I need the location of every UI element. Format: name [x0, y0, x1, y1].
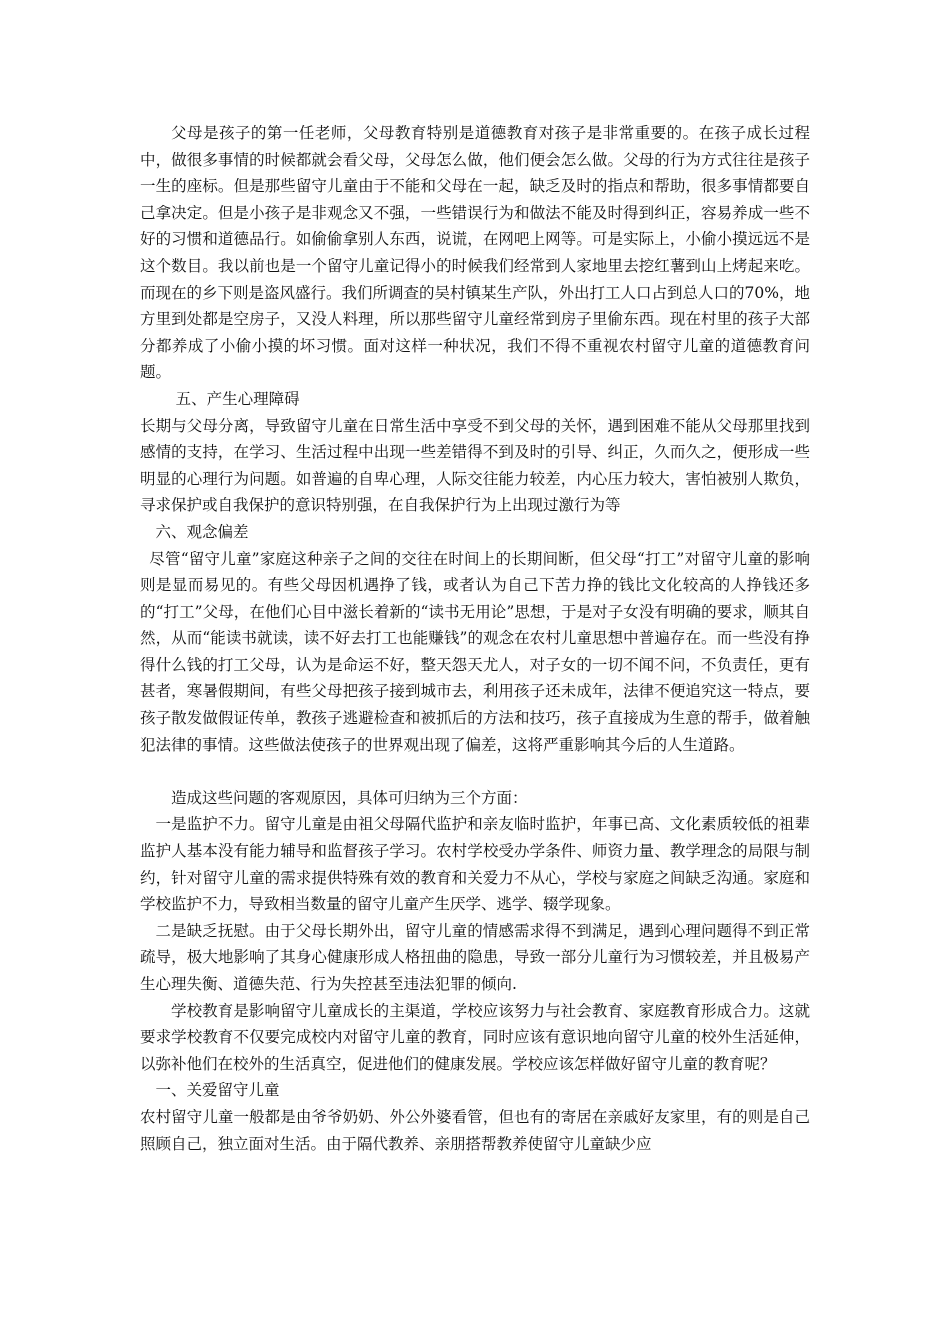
- paragraph-school-education: 学校教育是影响留守儿童成长的主渠道，学校应该努力与社会教育、家庭教育形成合力。这就要求学校教育不仅要完成校内对留守儿童的教育，同时应该有意识地向留守儿童的校外生活延伸，以弥补他们在校外的生活真空，促进他们的健康发展。学校应该怎样做好留守儿童的教育呢？: [140, 1001, 810, 1073]
- paragraph-care-for-children: 农村留守儿童一般都是由爷爷奶奶、外公外婆看管，但也有的寄居在亲戚好友家里，有的则是自己照顾自己，独立面对生活。由于隔代教养、亲朋搭帮教养使留守儿童缺少应: [140, 1107, 810, 1153]
- paragraph-lack-of-comfort: 二是缺乏抚慰。由于父母长期外出，留守儿童的情感需求得不到满足，遇到心理问题得不到正常疏导，极大地影响了其身心健康形成人格扭曲的隐患，导致一部分儿童行为习惯较差，并且极易产生心理失衡、道德失范、行为失控甚至违法犯罪的倾向.: [140, 921, 810, 993]
- heading-care-for-children: 一、关爱留守儿童: [155, 1081, 280, 1100]
- document-page: [140, 120, 810, 1157]
- heading-concept-deviation: 六、观念偏差: [155, 522, 249, 541]
- paragraph-concept-deviation: 尽管“留守儿童”家庭这种亲子之间的交往在时间上的长期间断，但父母“打工”对留守儿童的影响则是显而易见的。有些父母因机遇挣了钱，或者认为自己下苦力挣的钱比文化较高的人挣钱还多的“打工”父母，在他们心目中滋长着新的“读书无用论”思想，于是对子女没有明确的要求，顺其自然，从而“能读书就读，读不好去打工也能赚钱”的观念在农村儿童思想中普遍存在。而一些没有挣得什么钱的打工父母，认为是命运不好，整天怨天尤人，对子女的一切不闻不问，不负责任，更有甚者，寒暑假期间，有些父母把孩子接到城市去，利用孩子还未成年，法律不便追究这一特点，要孩子散发做假证传单，教孩子逃避检查和被抓后的方法和技巧，孩子直接成为生意的帮手，做着触犯法律的事情。这些做法使孩子的世界观出现了偏差，这将严重影响其今后的人生道路。: [140, 549, 810, 754]
- paragraph-objective-causes: 造成这些问题的客观原因，具体可归纳为三个方面：: [171, 788, 528, 807]
- paragraph-moral-education: 父母是孩子的第一任老师，父母教育特别是道德教育对孩子是非常重要的。在孩子成长过程中，做很多事情的时候都就会看父母，父母怎么做，他们便会怎么做。父母的行为方式往往是孩子一生的座标。但是那些留守儿童由于不能和父母在一起，缺乏及时的指点和帮助，很多事情都要自己拿决定。但是小孩子是非观念又不强，一些错误行为和做法不能及时得到纠正，容易养成一些不好的习惯和道德品行。如偷偷拿别人东西，说谎，在网吧上网等。可是实际上，小偷小摸远远不是这个数目。我以前也是一个留守儿童记得小的时候我们经常到人家地里去挖红薯到山上烤起来吃。而现在的乡下则是盗风盛行。我们所调查的吴村镇某生产队，外出打工人口占到总人口的70%，地方里到处都是空房子，又没人料理，所以那些留守儿童经常到房子里偷东西。现在村里的孩子大部分都养成了小偷小摸的坏习惯。面对这样一种状况，我们不得不重视农村留守儿童的道德教育问题。: [140, 124, 810, 382]
- paragraph-psychological-barrier: 长期与父母分离，导致留守儿童在日常生活中享受不到父母的关怀，遇到困难不能从父母那里找到感情的支持，在学习、生活过程中出现一些差错得不到及时的引导、纠正，久而久之，便形成一些明显的心理行为问题。如普遍的自卑心理，人际交往能力较差，内心压力较大，害怕被别人欺负，寻求保护或自我保护的意识特别强，在自我保护行为上出现过激行为等: [140, 416, 810, 515]
- paragraph-lack-of-supervision: 一是监护不力。留守儿童是由祖父母隔代监护和亲友临时监护，年事已高、文化素质较低的祖辈监护人基本没有能力辅导和监督孩子学习。农村学校受办学条件、师资力量、教学理念的局限与制约，针对留守儿童的需求提供特殊有效的教育和关爱力不从心，学校与家庭之间缺乏沟通。家庭和学校监护不力，导致相当数量的留守儿童产生厌学、逃学、辍学现象。: [140, 815, 810, 914]
- blank-line: [140, 758, 810, 785]
- heading-psychological-barrier: 五、产生心理障碍: [175, 389, 300, 408]
